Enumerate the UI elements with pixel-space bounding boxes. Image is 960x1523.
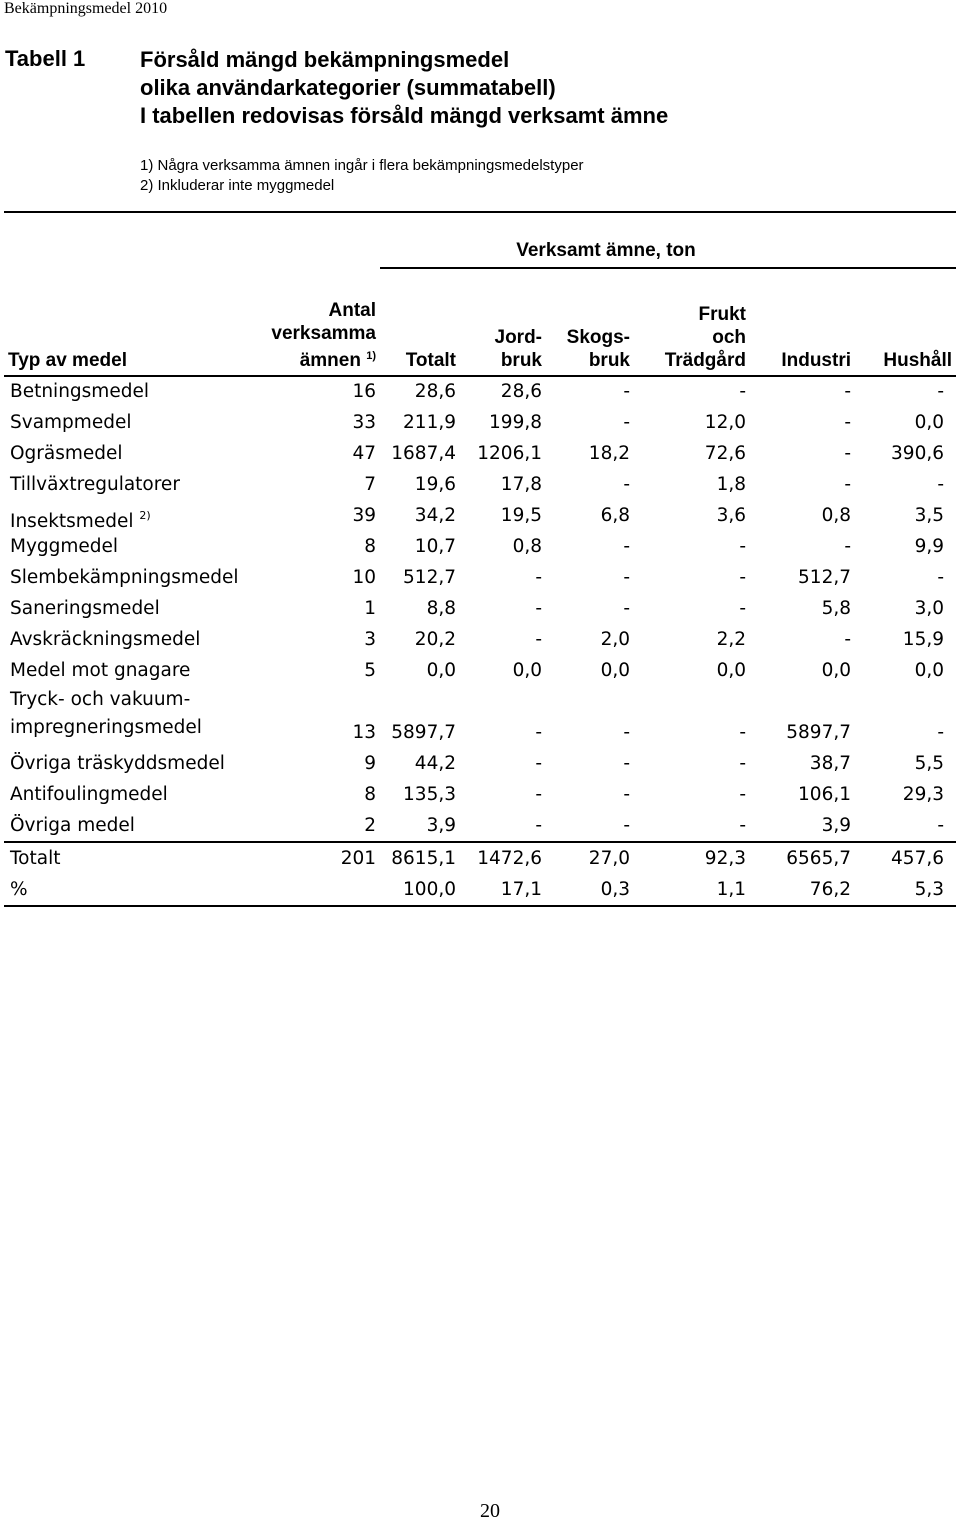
table-row <box>0 624 960 655</box>
cell-totalt: 3,9 <box>426 815 456 836</box>
cell-frukt: - <box>739 567 746 588</box>
cell-industri: - <box>844 474 851 495</box>
cell-totalt: 1687,4 <box>391 443 456 464</box>
row-label <box>10 376 149 407</box>
cell-hushall: 390,6 <box>891 443 944 464</box>
cell-antal: 201 <box>340 848 376 869</box>
row-label <box>10 438 123 469</box>
cell-frukt: 12,0 <box>704 412 746 433</box>
cell-hushall: - <box>937 381 944 402</box>
cell-frukt: 3,6 <box>716 505 746 526</box>
cell-industri: 106,1 <box>798 784 851 805</box>
cell-skogsbruk: - <box>623 381 630 402</box>
cell-skogsbruk: - <box>623 474 630 495</box>
cell-hushall: - <box>937 815 944 836</box>
colhead-type: Typ av medel <box>8 350 127 371</box>
colhead-industri: Industri <box>781 350 851 371</box>
row-label <box>10 779 168 810</box>
cell-antal: 7 <box>364 474 376 495</box>
row-label <box>10 531 118 562</box>
row-label-text: Totalt <box>10 848 61 869</box>
table-row <box>0 655 960 686</box>
cell-hushall: 15,9 <box>902 629 944 650</box>
cell-industri: 3,9 <box>821 815 851 836</box>
table-row <box>0 469 960 500</box>
row-label <box>10 407 131 438</box>
footnote-ref: 2) <box>139 509 151 522</box>
cell-hushall: - <box>937 722 944 743</box>
cell-industri: 6565,7 <box>786 848 851 869</box>
bottom-rule <box>4 905 956 907</box>
row-label-text: Insektsmedel <box>10 511 134 532</box>
cell-totalt: 34,2 <box>414 505 456 526</box>
table-row <box>0 748 960 779</box>
footnote: 2) Inkluderar inte myggmedel <box>140 177 335 194</box>
cell-jordbruk: - <box>535 815 542 836</box>
cell-industri: 512,7 <box>798 567 851 588</box>
cell-frukt: 2,2 <box>716 629 746 650</box>
table-row <box>0 810 960 841</box>
cell-skogsbruk: - <box>623 598 630 619</box>
cell-skogsbruk: 0,0 <box>600 660 630 681</box>
cell-hushall: 5,5 <box>914 753 944 774</box>
cell-totalt: 5897,7 <box>391 722 456 743</box>
colhead-jordbruk-line: bruk <box>500 350 542 371</box>
row-label-text: Medel mot gnagare <box>10 660 191 681</box>
cell-frukt: 0,0 <box>716 660 746 681</box>
cell-hushall: 457,6 <box>891 848 944 869</box>
cell-jordbruk: - <box>535 598 542 619</box>
cell-skogsbruk: - <box>623 722 630 743</box>
title-line: Försåld mängd bekämpningsmedel <box>140 47 510 72</box>
cell-frukt: - <box>739 598 746 619</box>
row-label-text: Övriga medel <box>10 815 135 836</box>
colhead-antal-line: verksamma <box>271 323 376 344</box>
cell-antal: 47 <box>352 443 376 464</box>
top-rule <box>4 211 956 213</box>
row-label <box>10 843 60 874</box>
colhead-antal-line <box>271 345 376 372</box>
cell-totalt: 135,3 <box>403 784 456 805</box>
cell-skogsbruk: - <box>623 753 630 774</box>
cell-skogsbruk: 0,3 <box>600 879 630 900</box>
cell-skogsbruk: 18,2 <box>588 443 630 464</box>
cell-jordbruk: - <box>535 753 542 774</box>
row-label <box>10 593 160 624</box>
cell-industri: 0,8 <box>821 505 851 526</box>
cell-jordbruk: 1472,6 <box>477 848 542 869</box>
cell-totalt: 20,2 <box>414 629 456 650</box>
row-label-text: % <box>10 879 28 900</box>
cell-jordbruk: 0,8 <box>512 536 542 557</box>
colhead-antal-text: ämnen <box>299 350 361 371</box>
row-label <box>10 810 135 841</box>
colhead-hushall: Hushåll <box>883 350 952 371</box>
cell-frukt: - <box>739 815 746 836</box>
group-header: Verksamt ämne, ton <box>516 240 696 261</box>
title-line: olika användarkategorier (summatabell) <box>140 75 556 100</box>
row-label-text: Tryck- och vakuum-impregneringsmedel <box>10 689 202 738</box>
colhead-frukt-line: Frukt <box>698 304 746 325</box>
cell-skogsbruk: - <box>623 536 630 557</box>
cell-totalt: 8615,1 <box>391 848 456 869</box>
table-row <box>0 593 960 624</box>
cell-frukt: - <box>739 722 746 743</box>
cell-frukt: 72,6 <box>704 443 746 464</box>
row-label-text: Betningsmedel <box>10 381 149 402</box>
table-row <box>0 779 960 810</box>
colhead-jordbruk-line: Jord- <box>494 327 542 348</box>
row-label-text: Tillväxtregulatorer <box>10 474 180 495</box>
row-label <box>10 655 190 686</box>
cell-jordbruk: 0,0 <box>512 660 542 681</box>
table-row <box>0 438 960 469</box>
cell-frukt: - <box>739 536 746 557</box>
cell-totalt: 512,7 <box>403 567 456 588</box>
row-label-text: Saneringsmedel <box>10 598 160 619</box>
cell-frukt: - <box>739 381 746 402</box>
cell-jordbruk: - <box>535 722 542 743</box>
cell-industri: 76,2 <box>809 879 851 900</box>
cell-industri: - <box>844 629 851 650</box>
cell-antal: 8 <box>364 536 376 557</box>
cell-skogsbruk: - <box>623 815 630 836</box>
colhead-skogsbruk-line: bruk <box>588 350 630 371</box>
row-label <box>10 874 28 905</box>
table-row <box>0 376 960 407</box>
cell-antal: 8 <box>364 784 376 805</box>
cell-hushall: 5,3 <box>914 879 944 900</box>
colhead-skogsbruk <box>567 326 630 372</box>
row-label <box>10 469 180 500</box>
footnote-ref: 1) <box>366 350 376 362</box>
cell-jordbruk: 17,8 <box>500 474 542 495</box>
cell-totalt: 8,8 <box>426 598 456 619</box>
cell-hushall: 0,0 <box>914 660 944 681</box>
cell-antal: 13 <box>352 722 376 743</box>
cell-totalt: 100,0 <box>403 879 456 900</box>
cell-jordbruk: - <box>535 567 542 588</box>
cell-antal: 3 <box>364 629 376 650</box>
running-head: Bekämpningsmedel 2010 <box>4 0 168 17</box>
cell-industri: - <box>844 536 851 557</box>
cell-frukt: - <box>739 753 746 774</box>
cell-totalt: 211,9 <box>403 412 456 433</box>
table-title <box>140 46 668 130</box>
cell-frukt: 1,8 <box>716 474 746 495</box>
table-row <box>0 686 960 748</box>
table-body <box>0 376 960 907</box>
cell-totalt: 19,6 <box>414 474 456 495</box>
table-label: Tabell 1 <box>5 46 86 71</box>
colhead-antal <box>271 299 376 372</box>
footnote: 1) Några verksamma ämnen ingår i flera bekämpningsmedelstyper <box>140 157 584 174</box>
totals-row <box>0 874 960 905</box>
table-row <box>0 407 960 438</box>
cell-totalt: 10,7 <box>414 536 456 557</box>
colhead-frukt-line: och <box>712 327 746 348</box>
title-line: I tabellen redovisas försåld mängd verksamt ämne <box>140 103 669 128</box>
cell-industri: - <box>844 443 851 464</box>
page-number: 20 <box>480 1500 500 1522</box>
cell-industri: - <box>844 412 851 433</box>
cell-hushall: 3,5 <box>914 505 944 526</box>
cell-frukt: 92,3 <box>704 848 746 869</box>
cell-jordbruk: 28,6 <box>500 381 542 402</box>
colhead-totalt: Totalt <box>405 350 456 371</box>
row-label <box>10 748 225 779</box>
cell-antal: 16 <box>352 381 376 402</box>
cell-hushall: - <box>937 567 944 588</box>
colhead-frukt <box>665 303 746 372</box>
cell-totalt: 44,2 <box>414 753 456 774</box>
cell-jordbruk: - <box>535 629 542 650</box>
cell-skogsbruk: - <box>623 567 630 588</box>
cell-industri: 5,8 <box>821 598 851 619</box>
row-label <box>10 562 239 593</box>
cell-jordbruk: - <box>535 784 542 805</box>
cell-antal: 39 <box>352 505 376 526</box>
cell-skogsbruk: 27,0 <box>588 848 630 869</box>
cell-skogsbruk: - <box>623 412 630 433</box>
cell-antal: 9 <box>364 753 376 774</box>
cell-jordbruk: 19,5 <box>500 505 542 526</box>
totals-row <box>0 843 960 874</box>
cell-antal: 33 <box>352 412 376 433</box>
cell-industri: - <box>844 381 851 402</box>
colhead-frukt-line: Trädgård <box>664 350 746 371</box>
colhead-jordbruk <box>495 326 543 372</box>
cell-antal: 5 <box>364 660 376 681</box>
row-label-text: Antifoulingmedel <box>10 784 168 805</box>
table-row <box>0 531 960 562</box>
cell-totalt: 0,0 <box>426 660 456 681</box>
row-label-text: Övriga träskyddsmedel <box>10 753 225 774</box>
cell-antal: 1 <box>364 598 376 619</box>
cell-industri: 38,7 <box>809 753 851 774</box>
cell-jordbruk: 199,8 <box>489 412 542 433</box>
colhead-skogsbruk-line: Skogs- <box>566 327 630 348</box>
cell-jordbruk: 1206,1 <box>477 443 542 464</box>
cell-skogsbruk: 2,0 <box>600 629 630 650</box>
group-rule <box>380 267 956 269</box>
footnotes <box>140 156 584 196</box>
cell-hushall: 3,0 <box>914 598 944 619</box>
row-label-text: Slembekämpningsmedel <box>10 567 239 588</box>
row-label-text: Ogräsmedel <box>10 443 123 464</box>
cell-hushall: 0,0 <box>914 412 944 433</box>
row-label <box>10 686 240 742</box>
row-label <box>10 624 200 655</box>
cell-antal: 2 <box>364 815 376 836</box>
cell-jordbruk: 17,1 <box>500 879 542 900</box>
cell-hushall: 29,3 <box>902 784 944 805</box>
cell-skogsbruk: 6,8 <box>600 505 630 526</box>
cell-skogsbruk: - <box>623 784 630 805</box>
cell-hushall: - <box>937 474 944 495</box>
colhead-antal-line: Antal <box>328 300 376 321</box>
cell-industri: 0,0 <box>821 660 851 681</box>
cell-antal: 10 <box>352 567 376 588</box>
table-row <box>0 500 960 531</box>
cell-hushall: 9,9 <box>914 536 944 557</box>
table-row <box>0 562 960 593</box>
cell-totalt: 28,6 <box>414 381 456 402</box>
cell-industri: 5897,7 <box>786 722 851 743</box>
cell-frukt: - <box>739 784 746 805</box>
row-label-text: Myggmedel <box>10 536 119 557</box>
row-label-text: Avskräckningsmedel <box>10 629 201 650</box>
row-label-text: Svampmedel <box>10 412 132 433</box>
cell-frukt: 1,1 <box>716 879 746 900</box>
